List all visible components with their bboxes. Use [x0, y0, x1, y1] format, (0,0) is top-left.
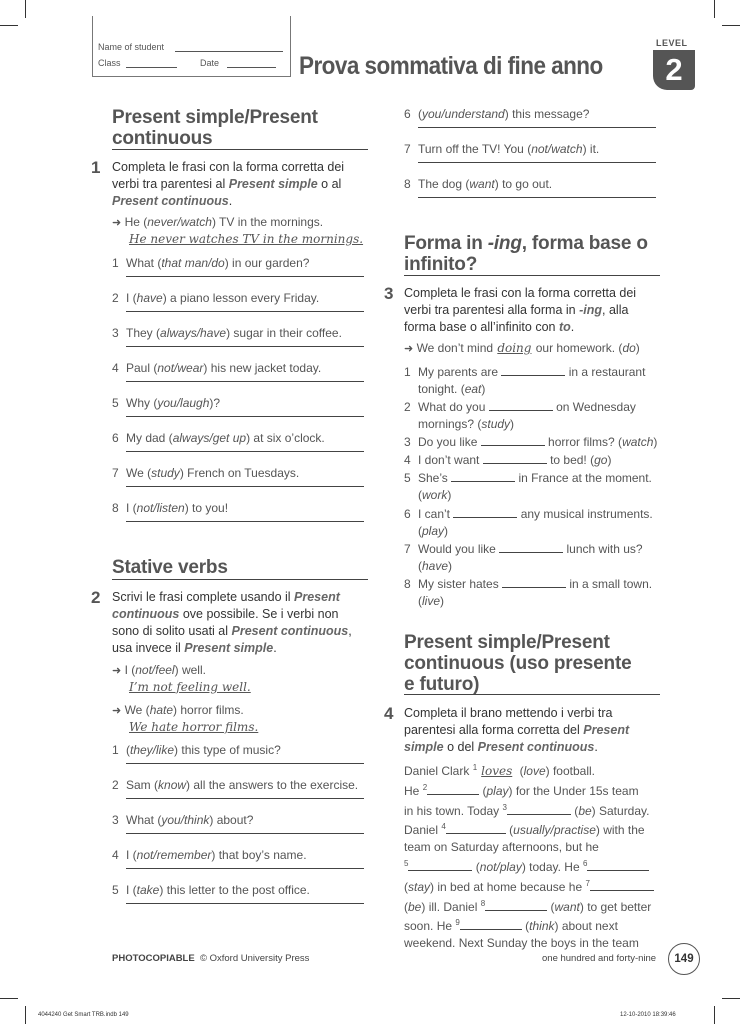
answer-line[interactable] — [126, 311, 364, 312]
arrow-icon: ➜ — [112, 705, 122, 717]
item-prompt: The dog (want) to go out. — [418, 177, 553, 191]
item-prompt: I (take) this letter to the post office. — [126, 883, 310, 897]
item-number: 1 — [112, 256, 119, 270]
example-text: We don’t mind — [416, 341, 494, 355]
item-prompt: I (not/remember) that boy’s name. — [126, 848, 307, 862]
name-label: Name of student — [98, 42, 165, 52]
answer-line[interactable] — [126, 381, 364, 382]
section-rule — [112, 149, 368, 150]
instr-text: , alla — [602, 303, 629, 317]
item-prompt: Turn off the TV! You (not/watch) it. — [418, 142, 600, 156]
exercise-number: 2 — [91, 588, 101, 607]
item-prompt: They (always/have) sugar in their coffee. — [126, 326, 342, 340]
gap-number: 3 — [502, 802, 507, 812]
section-title-2: Stative verbs — [112, 557, 228, 578]
example-question — [112, 702, 244, 720]
para-text: team on Saturday afternoons, but he — [404, 840, 599, 855]
example-question — [404, 340, 640, 358]
item-number: 2 — [112, 778, 119, 792]
instr-emphasis: continuous — [112, 607, 180, 621]
gap-field[interactable] — [453, 506, 517, 518]
item-prompt: My sister hates in a small town. — [418, 577, 653, 591]
para-text: He — [404, 783, 423, 798]
instr-text: ove possibile. Se i verbi non — [179, 607, 339, 621]
item-number: 2 — [404, 400, 411, 414]
para-text: Daniel — [404, 823, 442, 838]
verb-cue: play — [486, 783, 509, 798]
instr-text: , — [348, 624, 352, 638]
item-number: 7 — [404, 542, 411, 556]
section-rule — [404, 694, 660, 695]
gap-field[interactable] — [587, 859, 649, 871]
item-prompt: What do you on Wednesday — [418, 400, 636, 414]
para-text: ) ill. Daniel — [421, 899, 481, 914]
section-title-1-line1: Present simple/Present — [112, 107, 318, 128]
gap-number: 5 — [404, 858, 409, 868]
item-number: 7 — [404, 142, 411, 156]
section-title-1-line2: continuous — [112, 128, 213, 149]
answer-line[interactable] — [126, 763, 364, 764]
class-label: Class — [98, 58, 121, 68]
instr-emphasis: Present — [583, 723, 630, 737]
gap-field[interactable] — [408, 859, 472, 871]
date-field[interactable] — [227, 67, 276, 68]
para-text: ) today. He — [521, 859, 583, 874]
instr-line: Completa il brano mettendo i verbi tra — [404, 706, 613, 720]
para-text: ) in bed at home because he — [430, 879, 586, 894]
example-question — [112, 214, 323, 232]
item-number: 7 — [112, 466, 119, 480]
instr-text: . — [273, 641, 277, 655]
instr-text: . — [228, 194, 233, 208]
title-text: , forma base o — [521, 233, 648, 254]
gap-field[interactable] — [451, 470, 515, 482]
item-prompt: She’s in France at the moment. — [418, 471, 652, 485]
item-prompt-cont: (have) — [418, 559, 453, 573]
example-answer: doing — [497, 341, 532, 355]
slug-left: 4044240 Get Smart TRB.indb 149 — [38, 1012, 129, 1018]
item-number: 6 — [112, 431, 119, 445]
instr-line: Completa le frasi con la forma corretta dei — [404, 286, 637, 300]
item-prompt: What (you/think) about? — [126, 813, 254, 827]
item-number: 4 — [112, 361, 119, 375]
section-rule — [112, 579, 368, 580]
item-prompt: (they/like) this type of music? — [126, 743, 281, 757]
instr-emphasis: to — [558, 320, 571, 334]
instr-text: Scrivi le frasi complete usando il — [112, 590, 295, 604]
verb-cue: not/play — [479, 859, 522, 874]
item-number: 5 — [112, 883, 119, 897]
example-answer: loves — [481, 764, 513, 778]
gap-field[interactable] — [499, 541, 563, 553]
item-prompt-cont: (play) — [418, 524, 449, 538]
verb-cue: be — [408, 899, 422, 914]
slug-right: 12-10-2010 18:39:46 — [620, 1012, 676, 1018]
para-text: ) football. — [545, 764, 595, 778]
arrow-icon: ➜ — [112, 665, 122, 677]
instr-line: Completa le frasi con la forma corretta dei — [112, 160, 345, 174]
title-text: Present simple/Present — [404, 632, 610, 653]
item-prompt-cont: mornings? (study) — [418, 417, 515, 431]
gap-number: 9 — [455, 918, 460, 928]
instr-text: o del — [443, 740, 478, 754]
page-title: Prova sommativa di fine anno — [299, 52, 603, 80]
arrow-icon: ➜ — [404, 343, 414, 355]
instr-text: . — [594, 740, 598, 754]
item-prompt: Would you like lunch with us? — [418, 542, 643, 556]
gap-field[interactable] — [590, 879, 654, 891]
instr-text: parentesi alla forma corretta del — [404, 723, 584, 737]
photocopiable-label: PHOTOCOPIABLE — [112, 953, 195, 964]
verb-cue: be — [578, 803, 592, 818]
level-label: LEVEL — [656, 38, 688, 48]
section-title-4 — [404, 632, 631, 695]
verb-cue: love — [523, 764, 546, 778]
example-text: He (never/watch) TV in the mornings. — [124, 215, 324, 229]
answer-line[interactable] — [126, 903, 364, 904]
item-number: 5 — [112, 396, 119, 410]
title-text: Forma in — [404, 233, 488, 254]
item-prompt-cont: (live) — [418, 594, 445, 608]
gap-number: 8 — [480, 898, 486, 908]
gap-field[interactable] — [481, 434, 545, 446]
para-text: ) about next — [554, 919, 618, 934]
exercise-instructions — [404, 705, 674, 756]
item-prompt: What (that man/do) in our garden? — [126, 256, 310, 270]
instr-emphasis: Present simple — [184, 641, 274, 655]
footer-left — [112, 953, 309, 964]
date-label: Date — [200, 58, 220, 68]
gap-number: 7 — [585, 878, 590, 888]
exercise-number: 3 — [384, 284, 394, 303]
instr-emphasis: Present — [294, 590, 340, 604]
para-text: ) for the Under 15s team — [508, 783, 639, 798]
gap-field[interactable] — [446, 822, 506, 834]
section-title-1 — [112, 107, 318, 149]
item-number: 4 — [404, 453, 411, 467]
gap-number: 6 — [582, 858, 588, 868]
para-text: weekend. Next Sunday the boys in the team — [404, 936, 639, 951]
instr-text: verbi tra parentesi al — [112, 177, 229, 191]
para-text: ( — [516, 764, 524, 778]
item-number: 8 — [112, 501, 119, 515]
item-number: 6 — [404, 107, 411, 121]
instr-text: sono di solito usati al — [112, 624, 232, 638]
answer-line[interactable] — [126, 521, 364, 522]
item-prompt: We (study) French on Tuesdays. — [126, 466, 300, 480]
cloze-paragraph: Daniel Clark $^1$ loves (love) football. He $^2$ (play) for the Under 15s team in his town. Today $^3$ (be) Saturday. Daniel $^4$ (usually/practise) with the team on Saturday afternoons, but he $^5$ (not/play) today. He $^6$ (stay) in bed at home because he $^7$ (be) ill. Daniel $^8$ (want) to get better soon. He $^9$ (think) about next weekend. Next Sunday the boys in the team — [404, 760, 669, 952]
item-number: 8 — [404, 577, 411, 591]
item-prompt: Sam (know) all the answers to the exercise. — [126, 778, 359, 792]
instr-emphasis: simple — [404, 740, 444, 754]
exercise-instructions — [112, 589, 372, 657]
item-prompt: My dad (always/get up) at six o’clock. — [126, 431, 325, 445]
example-answer: He never watches TV in the mornings. — [129, 232, 364, 246]
instr-text: usa invece il — [112, 641, 185, 655]
class-field[interactable] — [126, 67, 177, 68]
item-prompt: I (have) a piano lesson every Friday. — [126, 291, 320, 305]
gap-number: 2 — [422, 782, 428, 792]
item-prompt: I can’t any musical instruments. — [418, 507, 653, 521]
item-number: 1 — [404, 365, 411, 379]
para-text: ) to get better — [579, 899, 652, 914]
answer-line[interactable] — [126, 486, 364, 487]
gap-field[interactable] — [427, 783, 479, 795]
instr-text: verbi tra parentesi alla forma in — [404, 303, 580, 317]
title-text: e futuro) — [404, 674, 480, 695]
verb-cue: think — [529, 919, 555, 934]
item-number: 3 — [404, 435, 411, 449]
instr-emphasis: Present continuous — [231, 624, 349, 638]
answer-line[interactable] — [126, 346, 364, 347]
instr-emphasis: -ing — [579, 303, 603, 317]
item-prompt-cont: tonight. (eat) — [418, 382, 486, 396]
level-badge — [653, 50, 695, 90]
section-rule — [404, 275, 660, 276]
example-text: I (not/feel) well. — [124, 663, 206, 677]
answer-line[interactable] — [418, 127, 656, 128]
title-emphasis: -ing — [487, 233, 522, 254]
para-text: Daniel Clark — [404, 764, 473, 778]
item-number: 8 — [404, 177, 411, 191]
section-title-3 — [404, 233, 648, 275]
item-prompt: I don’t want to bed! (go) — [418, 453, 612, 467]
answer-line[interactable] — [126, 416, 364, 417]
copyright-text: © Oxford University Press — [199, 953, 310, 964]
instr-text: . — [570, 320, 575, 334]
level-number: 2 — [665, 52, 683, 87]
title-text: continuous (uso presente — [404, 653, 632, 674]
page-words: one hundred and forty-nine — [542, 953, 657, 964]
example-answer: I’m not feeling well. — [129, 680, 251, 694]
instr-emphasis: Present continuous — [477, 740, 595, 754]
instr-emphasis: Present simple — [228, 177, 318, 191]
instr-text: forma base o all’infinito con — [404, 320, 559, 334]
item-prompt: My parents are in a restaurant — [418, 365, 646, 379]
gap-field[interactable] — [501, 364, 565, 376]
gap-field[interactable] — [489, 399, 553, 411]
exercise-number: 4 — [384, 704, 394, 723]
gap-number: 1 — [472, 763, 478, 772]
exercise-number: 1 — [91, 158, 101, 177]
item-number: 1 — [112, 743, 119, 757]
example-text: our homework. (do) — [535, 341, 640, 355]
verb-cue: want — [554, 899, 580, 914]
item-prompt: Do you like horror films? (watch) — [418, 435, 658, 449]
verb-cue: usually/practise — [513, 823, 596, 838]
exercise-instructions — [112, 159, 372, 210]
item-number: 2 — [112, 291, 119, 305]
para-text: soon. He — [404, 919, 456, 934]
gap-field[interactable] — [502, 576, 566, 588]
answer-line[interactable] — [126, 833, 364, 834]
gap-field[interactable] — [507, 803, 571, 815]
gap-field[interactable] — [485, 899, 547, 911]
instr-text: o al — [317, 177, 342, 191]
item-prompt: (you/understand) this message? — [418, 107, 590, 121]
page-number: 149 — [668, 943, 700, 975]
para-text: ) Saturday. — [591, 803, 650, 818]
name-field[interactable] — [175, 51, 283, 52]
example-question — [112, 662, 206, 680]
item-prompt: Why (you/laugh)? — [126, 396, 221, 410]
item-prompt-cont: (work) — [418, 488, 452, 502]
answer-line[interactable] — [418, 197, 656, 198]
answer-line[interactable] — [126, 276, 364, 277]
gap-field[interactable] — [460, 918, 522, 930]
instr-emphasis: Present continuous — [112, 194, 229, 208]
answer-line[interactable] — [126, 798, 364, 799]
verb-cue: stay — [408, 879, 431, 894]
answer-line[interactable] — [126, 451, 364, 452]
answer-line[interactable] — [126, 868, 364, 869]
exercise-instructions — [404, 285, 674, 336]
para-text: ) with the — [595, 823, 645, 838]
para-text: in his town. Today — [404, 803, 503, 818]
item-number: 6 — [404, 507, 411, 521]
item-number: 3 — [112, 326, 119, 340]
title-text: infinito? — [404, 254, 478, 275]
item-number: 4 — [112, 848, 119, 862]
gap-number: 4 — [441, 822, 446, 832]
answer-line[interactable] — [418, 162, 656, 163]
item-number: 5 — [404, 471, 411, 485]
item-prompt: I (not/listen) to you! — [126, 501, 229, 515]
item-prompt: Paul (not/wear) his new jacket today. — [126, 361, 322, 375]
example-answer: We hate horror films. — [129, 720, 259, 734]
example-text: We (hate) horror films. — [124, 703, 244, 717]
gap-field[interactable] — [483, 452, 547, 464]
arrow-icon: ➜ — [112, 217, 122, 229]
item-number: 3 — [112, 813, 119, 827]
